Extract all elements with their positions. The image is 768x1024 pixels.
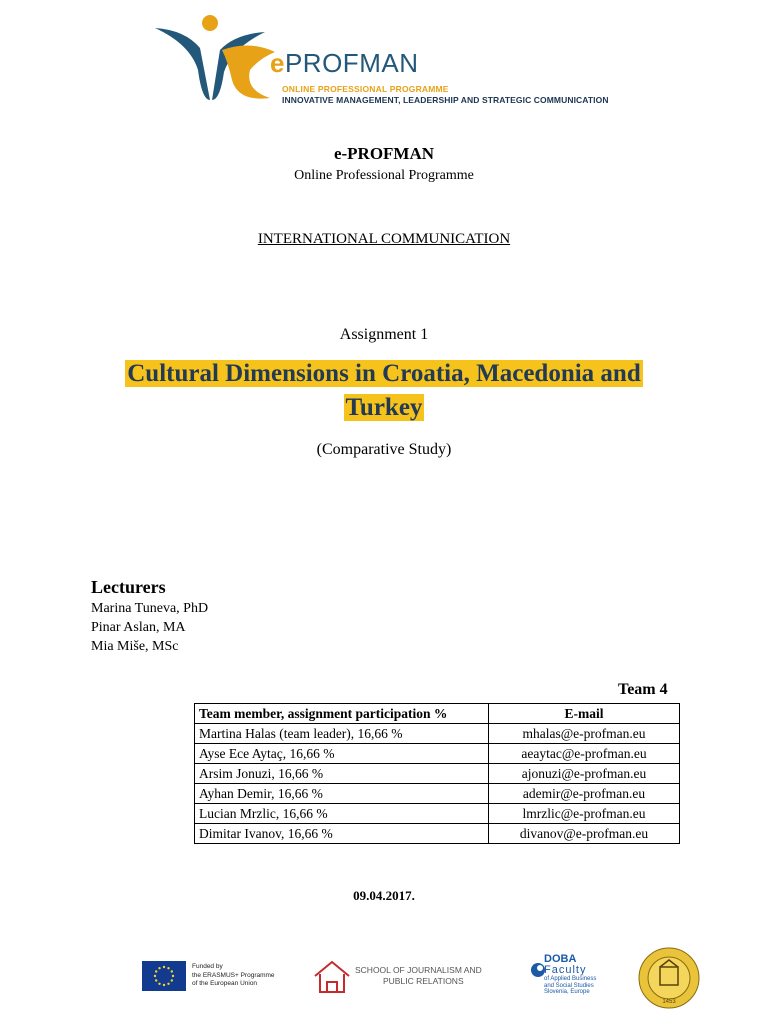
column-header-email: E-mail <box>489 704 680 724</box>
eu-text-line: the ERASMUS+ Programme <box>192 971 275 979</box>
doba-faculty-text <box>544 953 596 996</box>
email-cell: divanov@e-profman.eu <box>489 824 680 844</box>
email-cell: lmrzlic@e-profman.eu <box>489 804 680 824</box>
document-title-line2: Turkey <box>345 394 423 421</box>
lecturers-heading: Lecturers <box>91 577 166 597</box>
table-row <box>195 784 680 804</box>
team-table <box>194 703 680 844</box>
table-row <box>195 724 680 744</box>
table-row <box>195 824 680 844</box>
program-name: e-PROFMAN <box>333 144 435 163</box>
document-subtitle: (Comparative Study) <box>316 441 452 458</box>
member-cell: Ayse Ece Aytaç, 16,66 % <box>195 744 489 764</box>
seal-year: 1453 <box>662 999 676 1005</box>
logo-subtitle-innovative: INNOVATIVE MANAGEMENT, LEADERSHIP AND STRATEGIC COMMUNICATION <box>282 95 609 105</box>
school-journalism-text <box>355 965 482 987</box>
member-cell: Arsim Jonuzi, 16,66 % <box>195 764 489 784</box>
school-house-icon <box>312 958 352 996</box>
eu-text-line: Funded by <box>192 963 223 970</box>
table-row <box>195 804 680 824</box>
email-cell: ajonuzi@e-profman.eu <box>489 764 680 784</box>
table-row <box>195 744 680 764</box>
erasmus-funding-text <box>192 963 275 989</box>
school-text-line: SCHOOL OF JOURNALISM AND <box>355 965 482 975</box>
doba-name: DOBA <box>544 953 577 965</box>
member-cell: Lucian Mrzlic, 16,66 % <box>195 804 489 824</box>
program-subtitle: Online Professional Programme <box>294 168 474 183</box>
member-cell: Dimitar Ivanov, 16,66 % <box>195 824 489 844</box>
lecturer-name: Marina Tuneva, PhD <box>91 601 209 616</box>
email-cell: ademir@e-profman.eu <box>489 784 680 804</box>
school-text-line: PUBLIC RELATIONS <box>383 976 464 986</box>
doba-line: Slovenia, Europe <box>544 989 590 995</box>
doba-line: and Social Studies <box>544 982 594 989</box>
document-date: 09.04.2017. <box>353 888 415 903</box>
member-cell: Martina Halas (team leader), 16,66 % <box>195 724 489 744</box>
assignment-label: Assignment 1 <box>339 326 429 343</box>
doba-line: of Applied Business <box>544 976 597 982</box>
document-title <box>0 357 768 425</box>
team-label: Team 4 <box>618 681 668 698</box>
email-cell: mhalas@e-profman.eu <box>489 724 680 744</box>
eprofman-brand-text: ePROFMAN <box>270 48 419 78</box>
logo-subtitle-programme: ONLINE PROFESSIONAL PROGRAMME <box>282 84 449 94</box>
lecturer-name: Pinar Aslan, MA <box>91 620 186 635</box>
doba-faculty: Faculty <box>544 964 587 976</box>
table-header-row <box>195 704 680 724</box>
lecturer-name: Mia Miše, MSc <box>91 639 179 654</box>
document-title-line1: Cultural Dimensions in Croatia, Macedonia and <box>127 360 641 387</box>
course-title: INTERNATIONAL COMMUNICATION <box>257 231 511 247</box>
member-cell: Ayhan Demir, 16,66 % <box>195 784 489 804</box>
email-cell: aeaytac@e-profman.eu <box>489 744 680 764</box>
eu-text-line: of the European Union <box>192 980 258 987</box>
istanbul-university-seal-icon <box>638 947 700 1009</box>
table-row <box>195 764 680 784</box>
eu-flag-icon <box>142 961 186 991</box>
column-header-member: Team member, assignment participation % <box>195 704 489 724</box>
